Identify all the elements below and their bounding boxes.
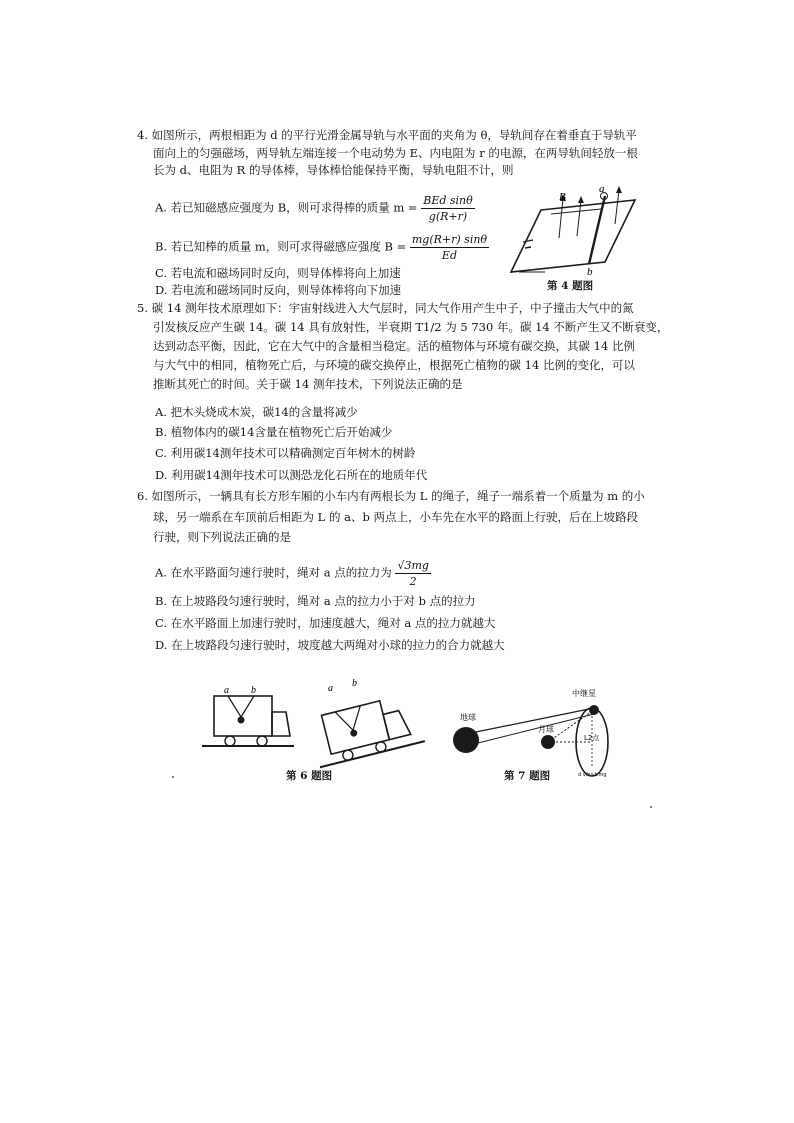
q5-stem-line-1: 5. 碳 14 测年技术原理如下：宇宙射线进入大气层时，同大气作用产生中子，中子撞击大气中的氮: [137, 301, 634, 315]
q7-relay-satellite: [589, 705, 599, 715]
q7-figure-caption: 第 7 题图: [504, 770, 551, 782]
q7-label-earth: 地球: [460, 713, 476, 722]
q4-option-d: D. 若电流和磁场同时反向，则导体棒将向下加速: [155, 283, 402, 297]
q6-slope-cart: [308, 693, 425, 768]
q5-stem-line-3: 达到动态平衡，因此，它在大气中的含量相当稳定。活的植物体与环境有碳交换，其碳 14 比例: [153, 339, 635, 353]
q4-label-a: a: [599, 183, 605, 195]
q4-battery-plate-short: [525, 247, 531, 248]
q6-flat-cart-body: [214, 696, 272, 736]
q4-field-arrow-3: [615, 190, 619, 224]
q6-slope-label-a: a: [328, 683, 333, 694]
q4-option-b-numerator: mg(R+r) sinθ: [411, 233, 488, 246]
q6-slope-rope-a: [335, 709, 353, 733]
q6-flat-rope-b: [241, 696, 254, 717]
q4-option-a-text: A. 若已知磁感应强度为 B，则可求得棒的质量 m =: [155, 200, 418, 215]
q4-option-a-numerator: BEd sinθ: [423, 194, 473, 207]
q6-stem-line-2: 球，另一端系在车顶前后相距为 L 的 a、b 两点上，小车先在水平的路面上行驶，后在上坡路段: [153, 510, 638, 524]
q4-option-a: [155, 193, 475, 224]
q6-option-a-numerator: √3mg: [397, 559, 429, 572]
scan-speck: [172, 776, 174, 778]
q6-flat-wheel-rear: [225, 736, 235, 746]
q6-option-a-fraction: [395, 558, 430, 589]
q4-rail-inner: [551, 209, 601, 214]
q4-option-b-denominator: Ed: [441, 249, 457, 262]
q6-option-a-denominator: 2: [409, 575, 417, 588]
q4-conductor-rod: [589, 196, 605, 264]
q7-label-relay: 中继星: [572, 689, 596, 698]
q4-option-b-text: B. 若已知棒的质量 m，则可求得磁感应强度 B =: [155, 239, 407, 254]
q6-flat-label-a: a: [224, 685, 229, 696]
q4-field-arrowhead-2: [578, 196, 584, 203]
q5-option-a: A. 把木头烧成木炭，碳14的含量将减少: [155, 405, 358, 419]
q4-field-arrow-1: [559, 198, 563, 238]
q6-slope-cart-cab: [383, 709, 411, 740]
q6-option-b: B. 在上坡路段匀速行驶时，绳对 a 点的拉力小于对 b 点的拉力: [155, 594, 476, 608]
q4-rail-figure: [505, 180, 645, 280]
q7-moon: [541, 735, 555, 749]
q7-label-moon: 月球: [538, 725, 554, 734]
q4-option-a-fraction: [421, 193, 475, 224]
q4-option-a-denominator: g(R+r): [428, 210, 468, 223]
q6-flat-wheel-front: [257, 736, 267, 746]
q6-cart-figure: [198, 678, 430, 762]
q6-option-a: [155, 558, 431, 589]
q6-stem-line-3: 行驶，则下列说法正确的是: [153, 530, 291, 544]
q4-stem-line-1: 4. 如图所示，两根相距为 d 的平行光滑金属导轨与水平面的夹角为 θ，导轨间存在着垂直于导轨平: [137, 128, 637, 142]
q7-earth: [453, 727, 479, 753]
q4-option-c: C. 若电流和磁场同时反向，则导体棒将向上加速: [155, 266, 401, 280]
q6-slope-ball: [350, 729, 358, 737]
q5-option-b: B. 植物体内的碳14含量在植物死亡后开始减少: [155, 425, 393, 439]
q6-flat-ball: [238, 717, 245, 724]
q6-slope-label-b: b: [352, 678, 357, 689]
q4-label-b: b: [587, 266, 593, 278]
q5-stem-line-2: 引发核反应产生碳 14。碳 14 具有放射性，半衰期 T1/2 为 5 730 年。碳 14 不断产生又不断衰变，: [153, 320, 669, 334]
q6-slope-cart-body: [322, 701, 390, 754]
scan-speck: [650, 806, 652, 808]
q4-stem-line-2: 面向上的匀强磁场，两导轨左端连接一个电动势为 E、内电阻为 r 的电源，在两导轨间轻放一根: [153, 146, 638, 160]
q7-label-l2: L2点: [584, 734, 600, 742]
q4-label-b-field: B: [559, 191, 566, 203]
q6-option-a-text: A. 在水平路面匀速行驶时，绳对 a 点的拉力为: [155, 565, 392, 580]
q6-stem-line-1: 6. 如图所示，一辆具有长方形车厢的小车内有两根长为 L 的绳子，绳子一端系着一个质量为 m 的小: [137, 489, 645, 503]
q6-flat-rope-a: [228, 696, 241, 717]
q5-stem-line-4: 与大气中的相同，植物死亡后，与环境的碳交换停止，根据死亡植物的碳 14 比例的变化，可以: [153, 358, 635, 372]
q4-battery-plate-long: [523, 240, 533, 242]
q4-stem-line-3: 长为 d、电阻为 R 的导体棒，导体棒恰能保持平衡，导轨电阻不计，则: [153, 163, 514, 177]
q4-option-b-fraction: [410, 232, 489, 263]
q6-flat-cart-cab: [272, 712, 290, 736]
q7-label-bottom: d v/ns-t.mg: [578, 772, 607, 778]
q5-option-d: D. 利用碳14测年技术可以测恐龙化石所在的地质年代: [155, 468, 428, 482]
q4-figure-caption: 第 4 题图: [547, 280, 594, 292]
q6-slope-rope-b: [348, 706, 366, 730]
q6-figure-caption: 第 6 题图: [286, 770, 333, 782]
q4-field-arrowhead-3: [616, 186, 622, 193]
q7-earth-moon-figure: [452, 684, 624, 776]
q5-option-c: C. 利用碳14测年技术可以精确测定百年树木的树龄: [155, 446, 416, 460]
q6-option-c: C. 在水平路面上加速行驶时，加速度越大，绳对 a 点的拉力就越大: [155, 616, 496, 630]
q6-flat-label-b: b: [251, 685, 256, 696]
q5-stem-line-5: 推断其死亡的时间。关于碳 14 测年技术，下列说法正确的是: [153, 377, 463, 391]
q6-slope-road: [320, 741, 425, 767]
q6-option-d: D. 在上坡路段匀速行驶时，坡度越大两绳对小球的拉力的合力就越大: [155, 638, 505, 652]
q4-option-b: [155, 232, 489, 263]
